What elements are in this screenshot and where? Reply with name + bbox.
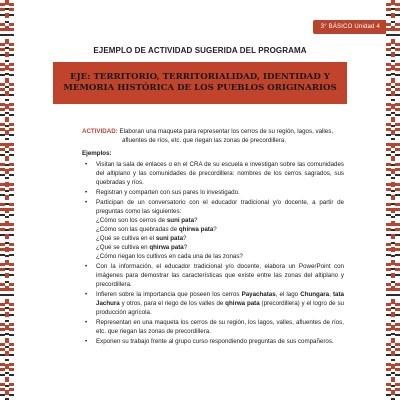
list-item: • Representan en una maqueta los cerros de su región, los lagos, valles, afluentes de ríos, etc. que riegan las zonas de precordillera.: [85, 319, 344, 335]
actividad-text-2: afluentes de ríos, etc. que riegan las zonas de precordillera.: [122, 137, 287, 144]
question-5: ¿Cómo riegan los cultivos en cada una de las zonas?: [96, 253, 243, 260]
eje-line-1: EJE: TERRITORIO, TERRITORIALIDAD, IDENTIDAD Y: [70, 72, 330, 82]
bullet-icon: •: [85, 338, 88, 345]
unit-badge: 3° BÁSICO Unidad 4: [313, 20, 386, 34]
decorative-border-right: [386, 0, 400, 400]
bullet-icon: •: [85, 263, 88, 270]
list-item: • Exponen su trabajo frente al grupo curso respondiendo preguntas de sus compañeros.: [85, 338, 334, 345]
list-item: • Participan de un conversatorio con el educador tradicional y/o docente, a partir de preguntas como las siguientes: ¿Cómo son los cerros de suni pata? ¿Cómo son las quebradas de qhirwa pata? ¿Qué se cultiva en el suni pata? ¿Qué se cultiva en qhirwa pata? ¿Cómo riegan los cultivos en cada una de las zonas?: [85, 199, 344, 260]
bullet-icon: •: [85, 291, 88, 298]
actividad-block: [82, 127, 340, 145]
list-item: • Infieren sobre la importancia que poseen los cerros Payachatas, el lago Chungara, tata Jachura y otros, para el riego de los valles de qhirwa pata (precordillera) y el logro de su producción agrícola.: [85, 291, 344, 316]
question-2: ¿Cómo son las quebradas de qhirwa pata?: [96, 226, 217, 233]
decorative-border-left: [0, 0, 14, 400]
question-3: ¿Qué se cultiva en el suni pata?: [96, 235, 187, 242]
examples-list: [82, 160, 344, 347]
bullet-icon: •: [85, 161, 88, 168]
eje-banner: [53, 62, 347, 104]
bullet-icon: •: [85, 199, 88, 206]
page-title: EJEMPLO DE ACTIVIDAD SUGERIDA DEL PROGRAMA: [93, 46, 307, 55]
bullet-icon: •: [85, 319, 88, 326]
actividad-text-1: Elaboran una maqueta para representar los cerros de su región, lagos, valles,: [117, 128, 334, 135]
list-item: • Con la información, el educador tradicional y/o docente, elabora un PowerPoint con imágenes para demostrar las características que existe entre las zonas del altiplano y precordillera.: [85, 263, 344, 288]
bullet-icon: •: [85, 189, 88, 196]
question-4: ¿Qué se cultiva en qhirwa pata?: [96, 244, 188, 251]
eje-line-2: MEMORIA HISTÓRICA DE LOS PUEBLOS ORIGINARIOS: [63, 83, 337, 93]
ejemplos-label: Ejemplos:: [82, 150, 112, 157]
list-item: • Registran y comparten con sus pares lo investigado.: [85, 189, 240, 196]
list-item: • Visitan la sala de enlaces o en el CRA de su escuela e investigan sobre las comunidades del altiplano y las comunidades de precordillera: nombres de los cerros sagrados, sus quebradas y ríos.: [85, 161, 344, 186]
actividad-label: ACTIVIDAD:: [82, 128, 118, 135]
question-1: ¿Cómo son los cerros de suni pata?: [96, 217, 198, 224]
